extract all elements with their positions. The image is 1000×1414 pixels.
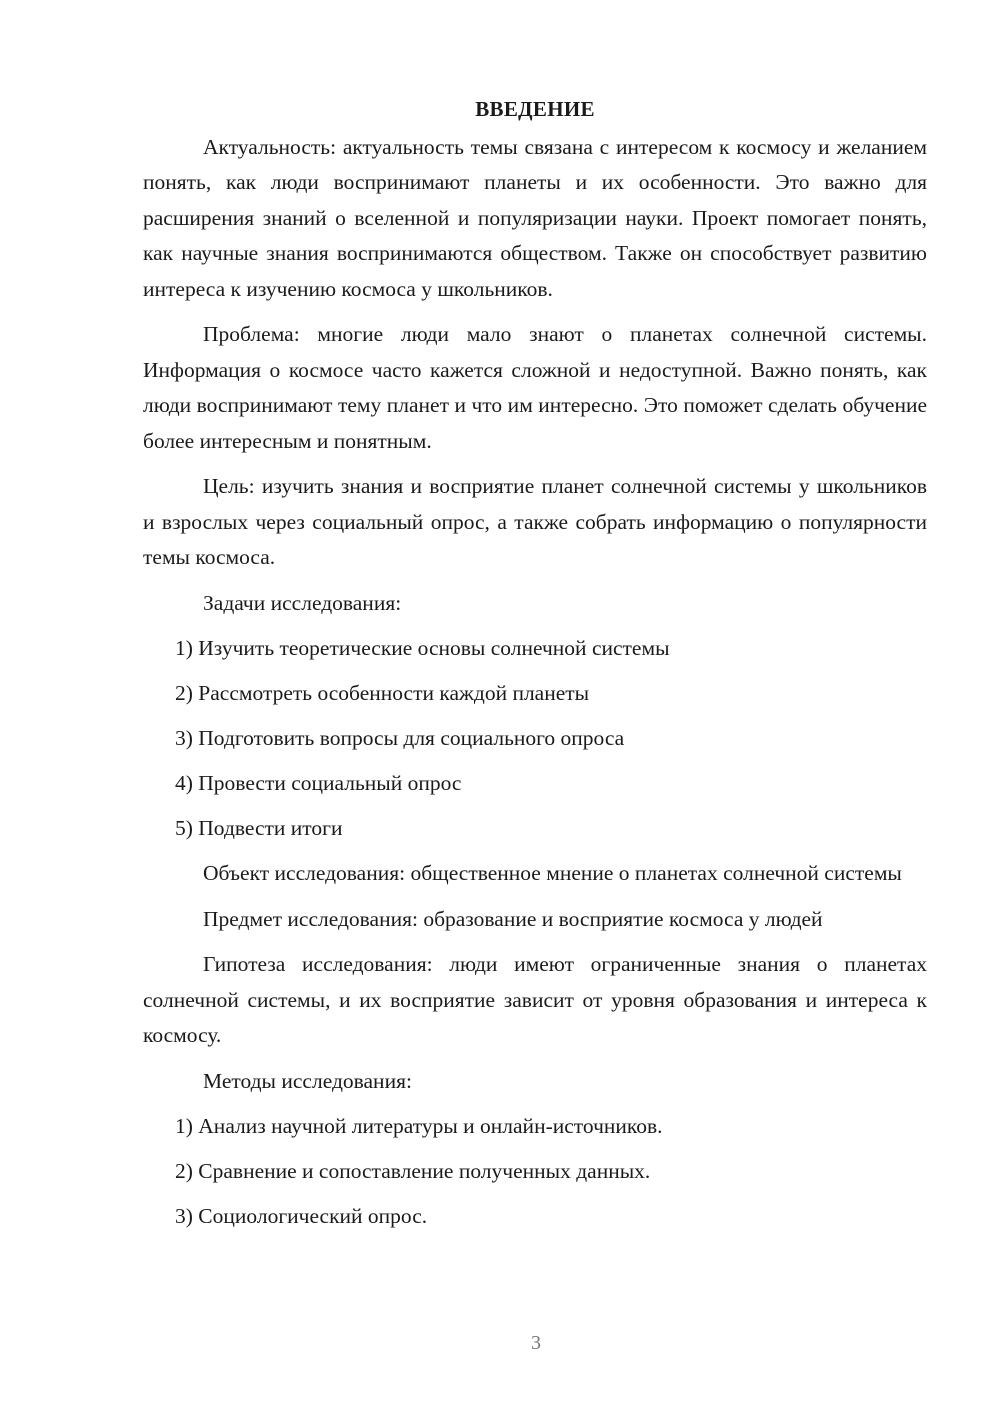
list-item: 5) Подвести итоги [175, 816, 343, 840]
methods-heading: Методы исследования: [203, 1068, 412, 1093]
problem-paragraph: Проблема: многие люди мало знают о планетах солнечной системы. Информация о космосе часто кажется сложной и недоступной. Важно понять, как люди воспринимают тему планет и что им интересно. Это поможет сделать обучение более интересным и понятным. [143, 322, 927, 453]
tasks-heading: Задачи исследования: [203, 590, 402, 615]
list-item: 2) Рассмотреть особенности каждой планеты [175, 681, 590, 705]
methods-list [143, 1109, 927, 1235]
list-item: 1) Изучить теоретические основы солнечной системы [175, 636, 670, 660]
list-item: 1) Анализ научной литературы и онлайн-источников. [175, 1114, 663, 1138]
page-title: ВВЕДЕНИЕ [475, 97, 595, 121]
page-number: 3 [531, 1332, 541, 1354]
list-item: 2) Сравнение и сопоставление полученных данных. [175, 1159, 651, 1183]
list-item: 3) Социологический опрос. [175, 1204, 428, 1228]
page-content [143, 92, 927, 1244]
goal-paragraph: Цель: изучить знания и восприятие планет солнечной системы у школьников и взрослых через социальный опрос, а также собрать информацию о популярности темы космоса. [143, 474, 927, 569]
list-item: 4) Провести социальный опрос [175, 771, 462, 795]
hypothesis-paragraph: Гипотеза исследования: люди имеют ограниченные знания о планетах солнечной системы, и их восприятие зависит от уровня образования и интереса к космосу. [143, 952, 927, 1047]
tasks-list [143, 631, 927, 847]
list-item: 3) Подготовить вопросы для социального опроса [175, 726, 625, 750]
subject-paragraph: Предмет исследования: образование и восприятие космоса у людей [203, 906, 823, 931]
relevance-paragraph: Актуальность: актуальность темы связана с интересом к космосу и желанием понять, как люди воспринимают планеты и их особенности. Это важно для расширения знаний о вселенной и популяризации науки. Проект помогает понять, как научные знания воспринимаются обществом. Также он способствует развитию интереса к изучению космоса у школьников. [143, 134, 927, 301]
object-paragraph: Объект исследования: общественное мнение о планетах солнечной системы [203, 861, 902, 885]
